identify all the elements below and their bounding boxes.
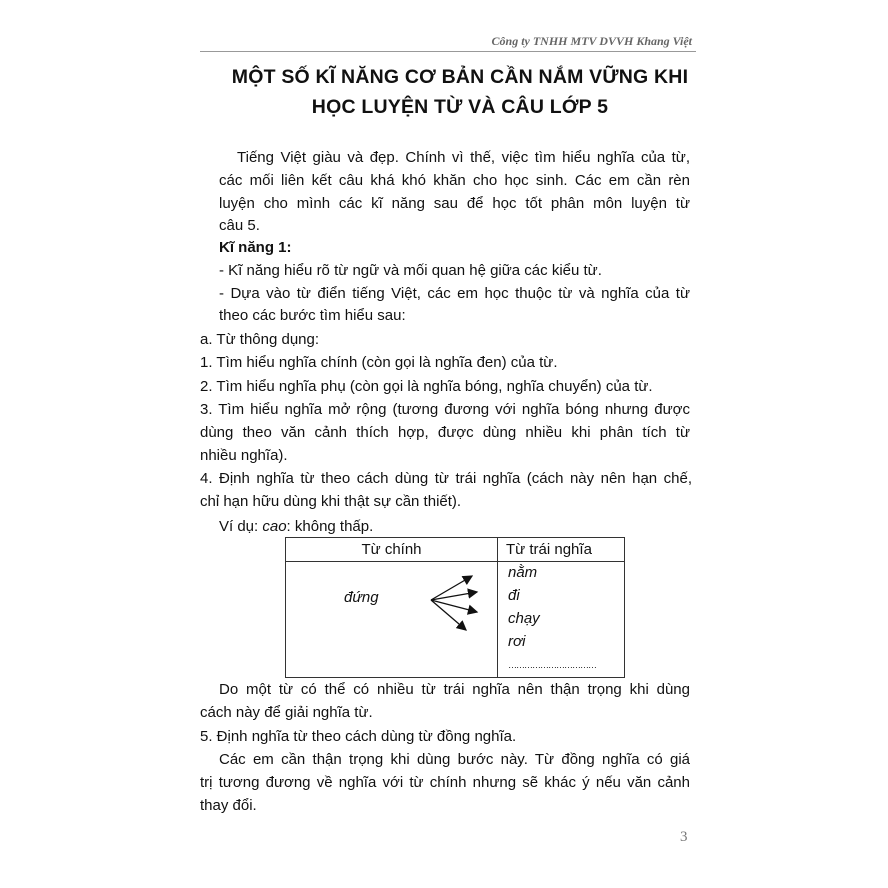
caution-line: thay đổi. <box>200 797 257 814</box>
step-3: dùng theo văn cảnh thích hợp, được dùng nhiều khi phân tích từ <box>200 424 690 441</box>
intro-line: luyện cho mình các kĩ năng sau để học tốt phân môn luyện từ <box>219 195 690 212</box>
antonym: rơi <box>508 633 526 650</box>
skill-bullet: theo các bước tìm hiểu sau: <box>219 307 406 324</box>
page-title-line-2: HỌC LUYỆN TỪ VÀ CÂU LỚP 5 <box>311 96 609 118</box>
note-line: Do một từ có thể có nhiều từ trái nghĩa nên thận trọng khi dùng <box>219 681 690 698</box>
step-4: 4. Định nghĩa từ theo cách dùng từ trái nghĩa (cách này nên hạn chế, <box>200 470 692 487</box>
step-4: chỉ hạn hữu dùng khi thật sự cần thiết). <box>200 493 462 510</box>
caution-line: trị tương đương về nghĩa với từ chính nhưng sẽ khác ý nếu văn cảnh <box>200 774 690 791</box>
step-3: nhiều nghĩa). <box>200 447 288 464</box>
example-rest: : không thấp. <box>286 518 374 535</box>
main-word: đứng <box>344 589 379 606</box>
step-2: 2. Tìm hiểu nghĩa phụ (còn gọi là nghĩa bóng, nghĩa chuyển) của từ. <box>200 378 653 395</box>
skill-bullet: - Kĩ năng hiểu rõ từ ngữ và mối quan hệ giữa các kiểu từ. <box>219 262 602 279</box>
section-a: a. Từ thông dụng: <box>200 331 320 348</box>
intro-line: các mối liên kết câu khá khó khăn cho học sinh. Các em cần rèn <box>219 172 690 189</box>
running-header: Công ty TNHH MTV DVVH Khang Việt <box>491 34 692 48</box>
caution-line: Các em cần thận trọng khi dùng bước này. Từ đồng nghĩa có giá <box>219 751 690 768</box>
page-number: 3 <box>680 829 688 845</box>
skill-heading: Kĩ năng 1: <box>219 239 292 256</box>
table-header-antonym: Từ trái nghĩa <box>498 538 625 562</box>
step-3: 3. Tìm hiểu nghĩa mở rộng (tương đương với nghĩa bóng nhưng được <box>200 401 690 418</box>
example-prefix: Ví dụ: <box>219 518 263 535</box>
antonym: nằm <box>508 564 538 581</box>
intro-line: Tiếng Việt giàu và đẹp. Chính vì thế, việc tìm hiểu nghĩa của từ, <box>237 149 690 166</box>
table-header-main: Từ chính <box>286 538 498 562</box>
example-word: cao <box>262 518 287 535</box>
antonym: chạy <box>508 610 540 627</box>
step-5: 5. Định nghĩa từ theo cách dùng từ đồng nghĩa. <box>200 728 517 745</box>
antonym-placeholder: …………………………… <box>508 660 596 670</box>
skill-bullet: - Dựa vào từ điển tiếng Việt, các em học thuộc từ và nghĩa của từ <box>219 285 690 302</box>
note-line: cách này để giải nghĩa từ. <box>200 704 373 721</box>
antonym: đi <box>508 587 520 604</box>
intro-line: câu 5. <box>219 217 260 234</box>
page-title-line-1: MỘT SỐ KĨ NĂNG CƠ BẢN CẦN NẮM VỮNG KHI <box>231 66 689 88</box>
step-1: 1. Tìm hiểu nghĩa chính (còn gọi là nghĩa đen) của từ. <box>200 354 558 371</box>
